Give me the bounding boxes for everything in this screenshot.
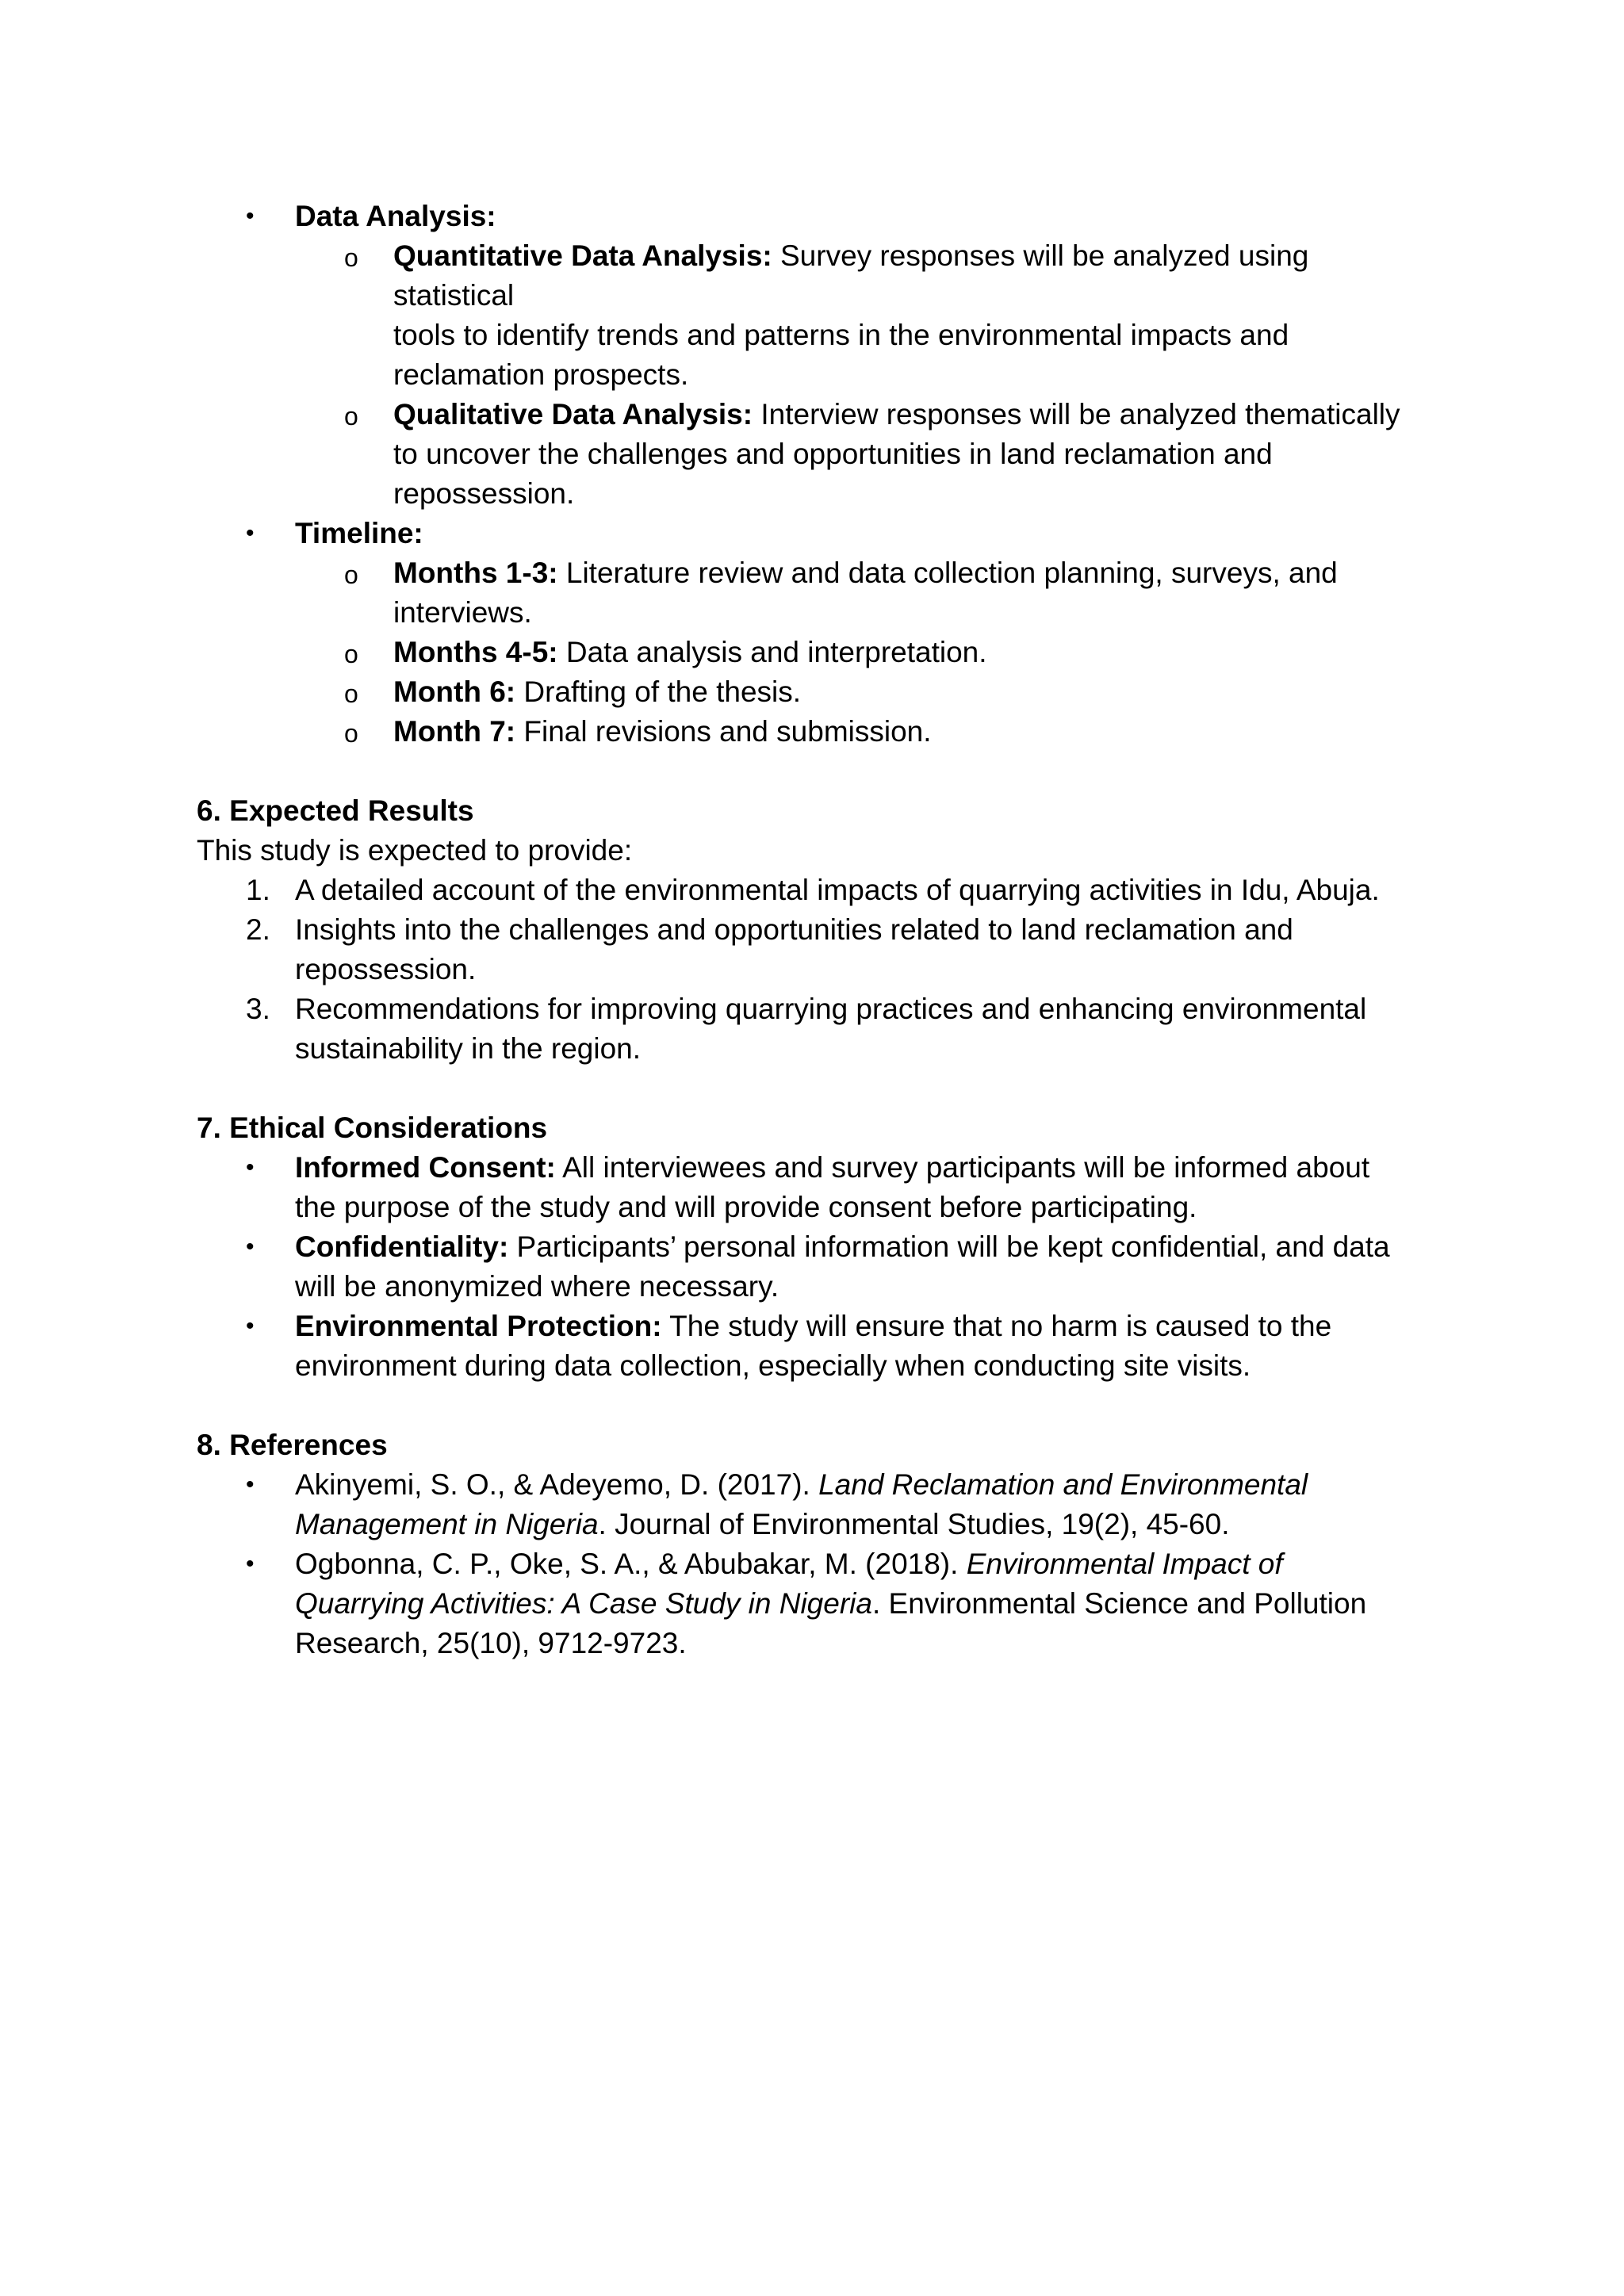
bullet-label: Data Analysis: — [295, 200, 496, 232]
section-intro: This study is expected to provide: — [197, 834, 633, 867]
spacer — [197, 1386, 1434, 1425]
numbered-item-text: Recommendations for improving quarrying practices and enhancing environmental — [295, 993, 1367, 1025]
numbered-item — [197, 989, 1434, 1069]
sub-bullet-icon: o — [344, 679, 358, 708]
reference-text: . Environmental Science and Pollution — [871, 1587, 1367, 1620]
sub-item-label: Qualitative Data Analysis: — [393, 398, 753, 430]
ethical-item — [197, 1148, 1434, 1227]
bullet-icon: • — [246, 1154, 255, 1181]
ethical-item-text: Participants’ personal information will be kept confidential, and data — [508, 1230, 1390, 1263]
section-heading-references: 8. References — [197, 1429, 388, 1461]
section-heading-ethical: 7. Ethical Considerations — [197, 1112, 548, 1144]
item-number: 3. — [246, 993, 270, 1025]
timeline-item-text-line: interviews. — [393, 596, 532, 629]
reference-item — [197, 1544, 1434, 1663]
timeline-item — [197, 633, 1434, 672]
sub-item-text-line: repossession. — [393, 477, 575, 510]
item-number: 1. — [246, 874, 270, 906]
spacer — [197, 752, 1434, 791]
reference-title: Management in Nigeria — [295, 1508, 599, 1540]
bullet-icon: • — [246, 203, 255, 229]
ethical-item-label: Environmental Protection: — [295, 1310, 662, 1342]
sub-bullet-icon: o — [344, 719, 358, 748]
sub-bullet-icon: o — [344, 402, 358, 430]
numbered-item — [197, 871, 1434, 910]
numbered-item-text: repossession. — [295, 953, 477, 985]
numbered-item-text: sustainability in the region. — [295, 1032, 642, 1065]
timeline-item-text: Drafting of the thesis. — [515, 675, 802, 708]
section-heading-expected-results: 6. Expected Results — [197, 794, 474, 827]
ethical-item-text-line: environment during data collection, especially when conducting site visits. — [295, 1349, 1251, 1382]
ethical-item — [197, 1307, 1434, 1386]
ethical-item-label: Informed Consent: — [295, 1151, 556, 1184]
timeline-item — [197, 553, 1434, 633]
timeline-item-text: Literature review and data collection planning, surveys, and — [557, 557, 1338, 589]
reference-item — [197, 1465, 1434, 1544]
sub-item-text-line: reclamation prospects. — [393, 358, 689, 391]
reference-text: Ogbonna, C. P., Oke, S. A., & Abubakar, M. (2018). — [295, 1548, 967, 1580]
reference-text-line: Research, 25(10), 9712-9723. — [295, 1627, 687, 1659]
numbered-item-text: Insights into the challenges and opportunities related to land reclamation and — [295, 913, 1293, 946]
bullet-icon: • — [246, 1234, 255, 1260]
reference-title: Land Reclamation and Environmental — [818, 1468, 1308, 1501]
sub-bullet-icon: o — [344, 243, 358, 272]
sub-item-text-line: tools to identify trends and patterns in the environmental impacts and — [393, 319, 1289, 351]
sub-item-text: Interview responses will be analyzed thematically — [753, 398, 1400, 430]
spacer — [197, 1069, 1434, 1108]
reference-text: . Journal of Environmental Studies, 19(2), 45-60. — [598, 1508, 1230, 1540]
bullet-icon: • — [246, 1551, 255, 1577]
timeline-item — [197, 672, 1434, 712]
bullet-data-analysis — [197, 197, 1434, 236]
sub-bullet-icon: o — [344, 561, 358, 589]
ethical-item-label: Confidentiality: — [295, 1230, 509, 1263]
bullet-icon: • — [246, 1313, 255, 1339]
sub-item-label: Quantitative Data Analysis: — [393, 239, 772, 272]
document-content — [197, 197, 1434, 1663]
timeline-item-label: Month 6: — [393, 675, 516, 708]
bullet-icon: • — [246, 1471, 255, 1498]
timeline-item — [197, 712, 1434, 752]
ethical-item-text-line: the purpose of the study and will provide consent before participating. — [295, 1191, 1197, 1223]
ethical-item — [197, 1227, 1434, 1307]
ethical-item-text: All interviewees and survey participants will be informed about — [555, 1151, 1370, 1184]
sub-item-text-line: to uncover the challenges and opportunities in land reclamation and — [393, 438, 1273, 470]
bullet-label: Timeline: — [295, 517, 423, 549]
timeline-item-label: Months 1-3: — [393, 557, 558, 589]
bullet-icon: • — [246, 520, 255, 546]
timeline-item-text: Final revisions and submission. — [515, 715, 932, 748]
sub-bullet-icon: o — [344, 640, 358, 668]
sub-item-quantitative — [197, 236, 1434, 395]
sub-item-qualitative — [197, 395, 1434, 514]
ethical-item-text-line: will be anonymized where necessary. — [295, 1270, 779, 1303]
timeline-item-label: Month 7: — [393, 715, 516, 748]
bullet-timeline — [197, 514, 1434, 553]
timeline-item-label: Months 4-5: — [393, 636, 558, 668]
reference-title: Quarrying Activities: A Case Study in Nigeria — [295, 1587, 872, 1620]
sub-item-text: Survey responses will be analyzed using statistical — [393, 239, 1309, 312]
reference-title: Environmental Impact of — [966, 1548, 1283, 1580]
reference-text: Akinyemi, S. O., & Adeyemo, D. (2017). — [295, 1468, 819, 1501]
numbered-item — [197, 910, 1434, 989]
numbered-item-text: A detailed account of the environmental impacts of quarrying activities in Idu, Abuja. — [295, 874, 1380, 906]
item-number: 2. — [246, 913, 270, 946]
ethical-item-text: The study will ensure that no harm is caused to the — [661, 1310, 1332, 1342]
timeline-item-text: Data analysis and interpretation. — [557, 636, 987, 668]
